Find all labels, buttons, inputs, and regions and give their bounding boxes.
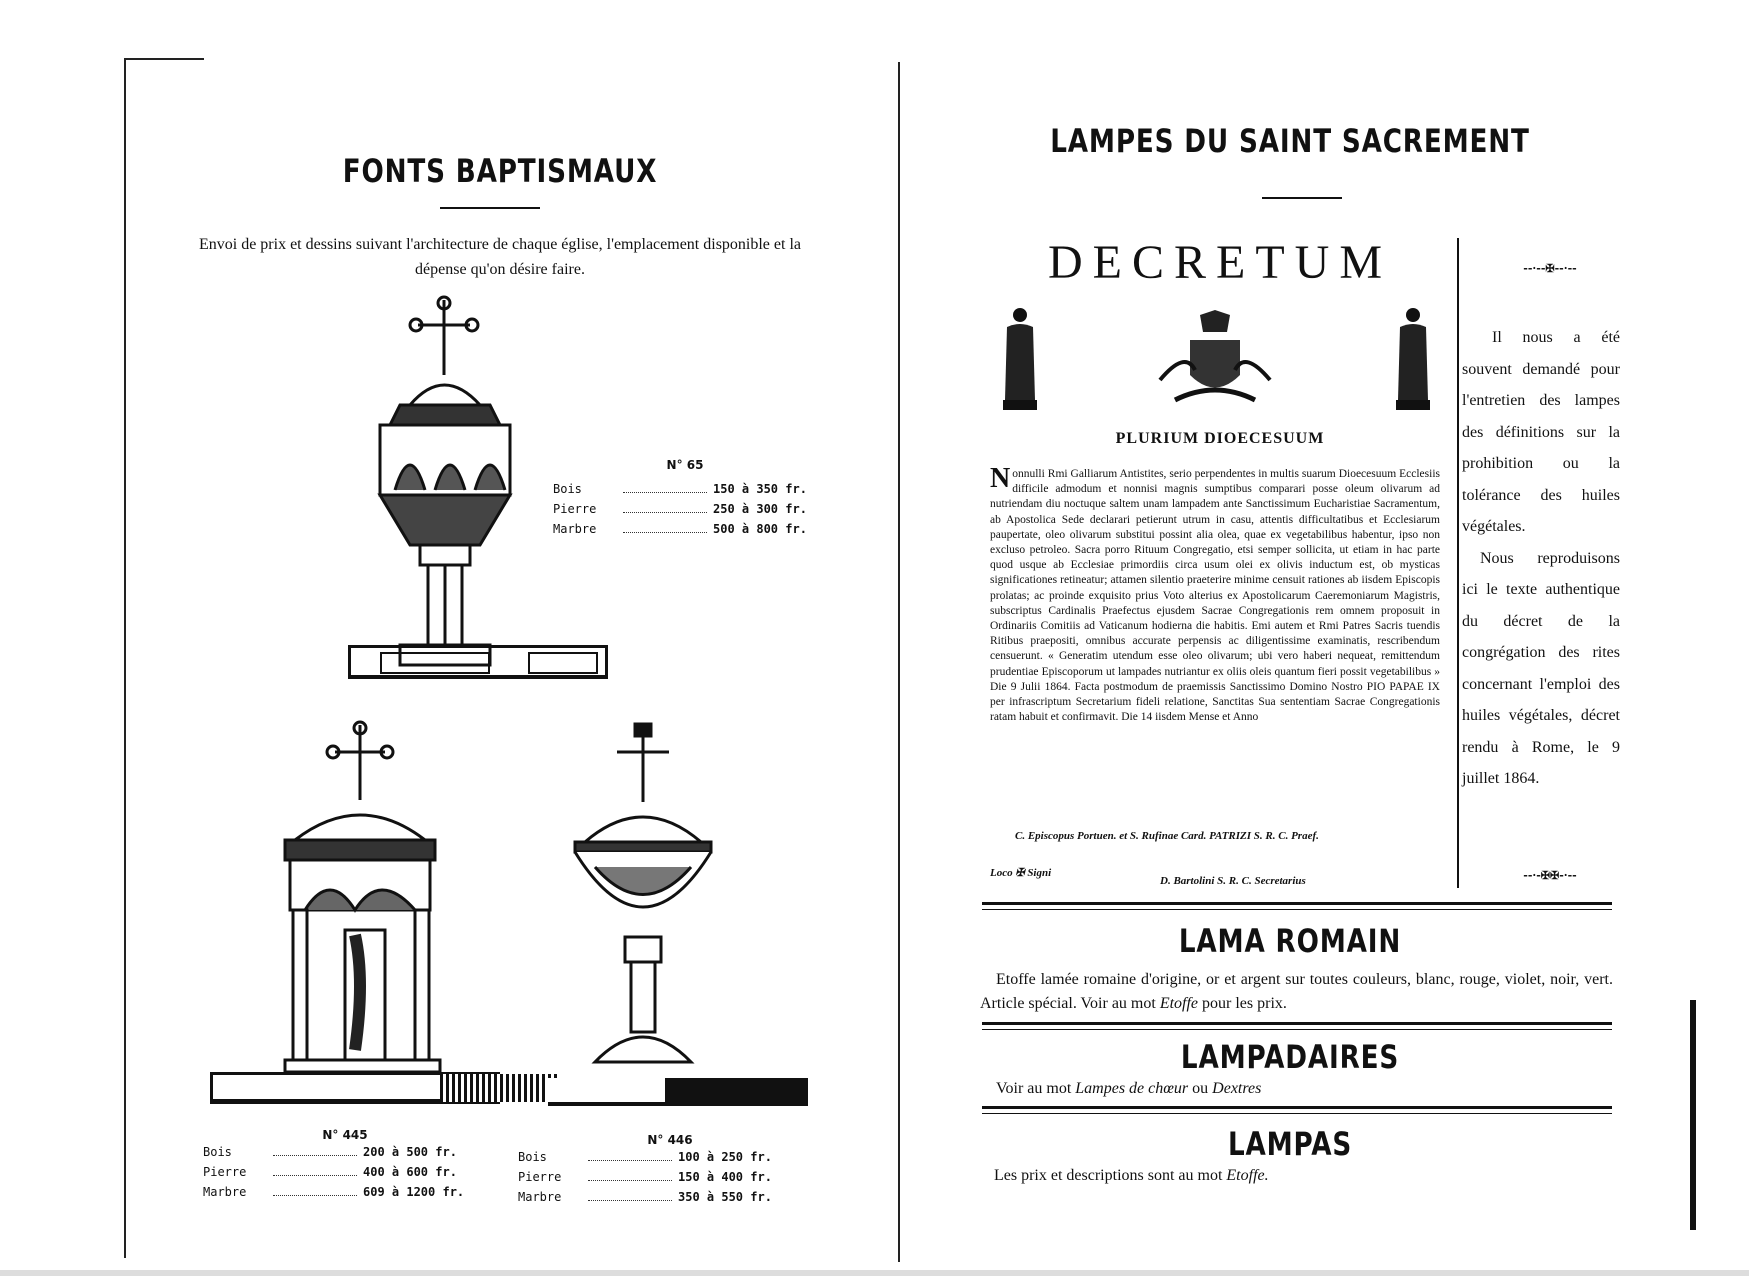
decretum-subtitle: PLURIUM DIOECESUUM (1115, 430, 1325, 447)
page-bottom-edge (0, 1270, 1749, 1276)
font-65-price-bois: Bois 150 à 350 fr. (553, 482, 807, 496)
right-title-rule (1262, 197, 1342, 199)
font-65-price-table (553, 482, 823, 542)
side-note-paragraph-1: Il nous a été souvent demandé pour l'entretien des lampes des définitions sur la prohibition ou la tolérance des huiles végétales. (1462, 329, 1620, 535)
font-446-price-marbre: Marbre 350 à 550 fr. (518, 1190, 772, 1204)
left-page-left-border (124, 58, 126, 1258)
font-446-price-pierre: Pierre 150 à 400 fr. (518, 1170, 772, 1184)
font-445-platform-base (440, 1074, 560, 1102)
font-445-model-number: N° 445 (322, 1128, 368, 1142)
side-note-ornament-top: --·--✠--·-- (1523, 262, 1577, 275)
section-double-rule-2b (982, 1029, 1612, 1030)
font-65-price-marbre: Marbre 500 à 800 fr. (553, 522, 807, 536)
lampas-text: Les prix et descriptions sont au mot Etoffe. (994, 1167, 1269, 1184)
decretum-column-divider (1457, 238, 1459, 888)
lampadaires-text: Voir au mot Lampes de chœur ou Dextres (996, 1080, 1262, 1097)
font-65-platform-panel-right (528, 652, 598, 674)
font-446-price-bois: Bois 100 à 250 fr. (518, 1150, 772, 1164)
section-double-rule-3b (982, 1113, 1612, 1114)
lama-romain-text: Etoffe lamée romaine d'origine, or et argent sur toutes couleurs, blanc, rouge, violet, noir, vert. Article spécial. Voir au mot Etoffe pour les prix. (980, 971, 1613, 1012)
left-page-top-border (124, 58, 204, 60)
side-note-text (1462, 322, 1620, 795)
font-445-price-bois: Bois 200 à 500 fr. (203, 1145, 457, 1159)
font-446-model-number: N° 446 (647, 1133, 693, 1147)
font-446-platform (548, 1078, 808, 1106)
section-double-rule-2a (982, 1022, 1612, 1025)
decretum-title: DECRETUM (1048, 236, 1392, 289)
baptismal-font-445-illustration (205, 720, 455, 1105)
decretum-body (990, 467, 1440, 822)
font-65-model-number: N° 65 (666, 458, 704, 472)
saint-figure-left-icon (995, 305, 1045, 415)
left-page-title: FONTS BAPTISMAUX (342, 152, 658, 190)
baptismal-font-446-illustration (555, 722, 730, 1087)
decretum-signature-secretary: D. Bartolini S. R. C. Secretarius (1160, 875, 1306, 887)
font-445-price-marbre: Marbre 609 à 1200 fr. (203, 1185, 465, 1199)
left-intro-text: Envoi de prix et dessins suivant l'architecture de chaque église, l'emplacement disponible et la dépense qu'on désire faire. (198, 236, 801, 278)
lampadaires-title: LAMPADAIRES (1180, 1038, 1400, 1076)
section-double-rule-3a (982, 1106, 1612, 1109)
side-note-ornament-bottom: --·-✠✠-·-- (1523, 869, 1577, 882)
section-double-rule-1a (982, 902, 1612, 905)
left-title-rule (440, 207, 540, 209)
baptismal-font-65-illustration (340, 295, 540, 695)
font-445-price-pierre: Pierre 400 à 600 fr. (203, 1165, 457, 1179)
saint-figure-right-icon (1388, 305, 1438, 415)
lampas-title: LAMPAS (1227, 1125, 1353, 1163)
right-page-right-edge (1690, 1000, 1696, 1230)
decretum-drop-cap: N (990, 467, 1011, 494)
font-65-platform-panel-left (380, 652, 490, 674)
decretum-loco-signi: Loco ✠ Signi (990, 867, 1052, 879)
papal-coat-of-arms-icon (1155, 310, 1275, 410)
section-double-rule-1b (982, 909, 1612, 910)
lama-romain-title: LAMA ROMAIN (1178, 922, 1402, 960)
decretum-body-text: onnulli Rmi Galliarum Antistites, serio perpendentes in multis suarum Dioecesuum Ecclesiis difficile admodum et nonnisi magnis sumptibus comparari posse oleum olivarum ad nutriendam diu noctuque saltem unam lampadem ante Sanctissimum Eucharistiae Sacramentum, ab Apostolica Sede declarari petierunt utrum in casu, attentis difficultatibus et Ecclesiarum paupertate, oleo olivarum substitui possint alia olea, quae ex vegetabilibus habentur, ipso non excluso petroleo. Sacra porro Rituum Congregatio, etsi semper sollicita, ut etiam in hac parte quod usque ab Ecclesiae primordiis circa usum olei ex olivis inductum est, ob mysticas significationes retineatur; attamen silentio praeterire minime censuit rationes ab iisdem Episcopis prolatas; ac proinde exquisito prius Voto alterius ex Apostolicarum Caeremoniarum Magistris, subscriptus Cardinalis Praefectus ejusdem Sacrae Congregationis rem omnem proposuit in Ordinariis Comitiis ad Vaticanum hodierna die habitis. Emi autem et Rmi Patres Sacris tuendis Ritibus praepositi, omnibus accurate perpensis ac diligentissime examinatis, rescribendum censuerunt. « Generatim utendum esse oleo olivarum; ubi vero haberi nequeat, remittendum prudentiae Episcoporum ut lampades nutriantur ex oliis oleis quantum fieri possit vegetabilibus » Die 9 Julii 1864. Facta postmodum de praemissis Sanctissimo Domino Nostro PIO PAPAE IX per infrascriptum Secretarium fideli relatione, Sanctitas Sua sententiam Sacrae Congregationis ratam habuit et confirmavit. Die 14 iisdem Mense et Anno (990, 468, 1440, 724)
side-note-paragraph-2: Nous reproduisons ici le texte authentique du décret de la congrégation des rites concernant l'emploi des huiles végétales, décret rendu à Rome, le 9 juillet 1864. (1462, 549, 1620, 787)
font-446-price-table (518, 1150, 788, 1210)
font-445-price-table (203, 1145, 473, 1205)
right-page-title: LAMPES DU SAINT SACREMENT (1050, 122, 1530, 160)
decretum-signature-main: C. Episcopus Portuen. et S. Rufinae Card. PATRIZI S. R. C. Praef. (1015, 830, 1319, 842)
center-spine-line (898, 62, 900, 1262)
font-65-price-pierre: Pierre 250 à 300 fr. (553, 502, 807, 516)
